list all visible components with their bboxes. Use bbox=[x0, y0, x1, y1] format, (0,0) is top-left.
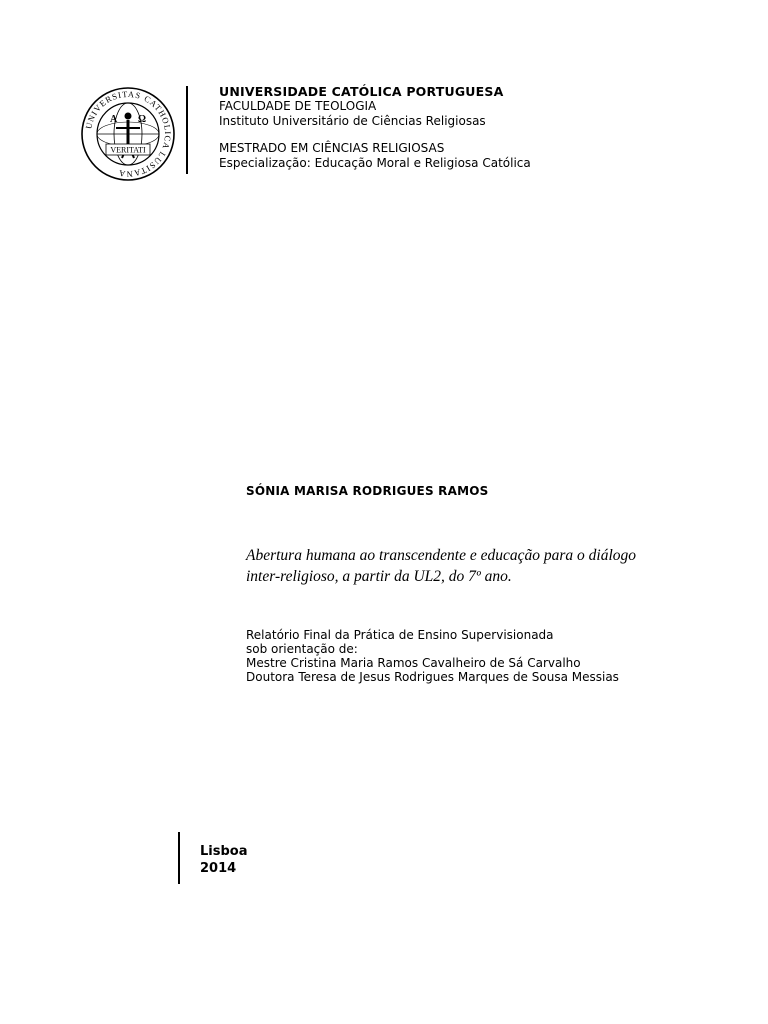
university-seal-logo bbox=[80, 86, 176, 182]
seal-ring-text: UNIVERSITAS CATHOLICA LUSITANA bbox=[83, 88, 174, 180]
advisor-1: Mestre Cristina Maria Ramos Cavalheiro de Sá Carvalho bbox=[246, 656, 581, 670]
report-info bbox=[246, 628, 706, 684]
seal-omega: Ω bbox=[138, 114, 147, 125]
thesis-title bbox=[246, 545, 686, 587]
report-type: Relatório Final da Prática de Ensino Supervisionada bbox=[246, 628, 554, 642]
institute-name: Instituto Universitário de Ciências Religiosas bbox=[219, 114, 486, 128]
faculty-name: FACULDADE DE TEOLOGIA bbox=[219, 99, 377, 113]
institution-header bbox=[219, 84, 739, 171]
place-name: Lisboa bbox=[200, 844, 248, 859]
header-divider-line bbox=[186, 86, 188, 174]
university-name: UNIVERSIDADE CATÓLICA PORTUGUESA bbox=[219, 84, 504, 99]
place-and-year bbox=[200, 843, 248, 877]
year: 2014 bbox=[200, 861, 237, 876]
footer-divider-line bbox=[178, 832, 180, 884]
degree-name: MESTRADO EM CIÊNCIAS RELIGIOSAS bbox=[219, 141, 445, 155]
supervision-label: sob orientação de: bbox=[246, 642, 358, 656]
advisor-2: Doutora Teresa de Jesus Rodrigues Marques de Sousa Messias bbox=[246, 670, 619, 684]
thesis-title-line-1: Abertura humana ao transcendente e educação para o diálogo bbox=[246, 547, 637, 564]
specialization: Especialização: Educação Moral e Religiosa Católica bbox=[219, 156, 531, 170]
thesis-title-line-2: inter-religioso, a partir da UL2, do 7º ano. bbox=[246, 568, 512, 585]
author-name: SÓNIA MARISA RODRIGUES RAMOS bbox=[246, 484, 489, 498]
seal-motto: VERITATI bbox=[110, 145, 146, 155]
seal-alpha: A bbox=[110, 114, 118, 125]
